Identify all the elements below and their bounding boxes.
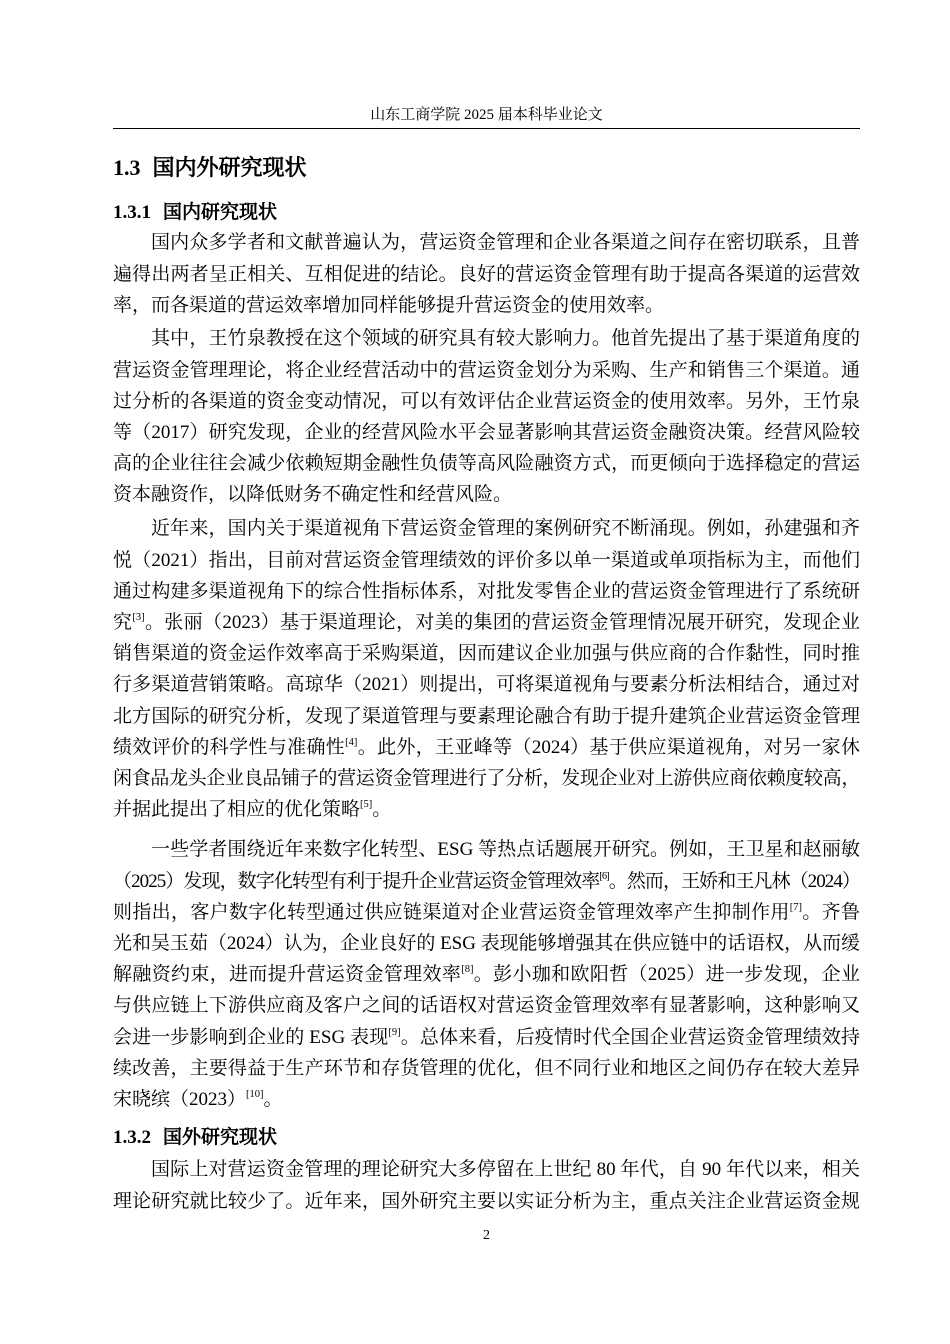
line-text: 绩效评价的科学性与准确性 — [113, 736, 346, 758]
paragraph-line: 通过构建多渠道视角下的综合性指标体系，对批发零售企业的营运资金管理进行了系统研 — [113, 580, 860, 602]
paragraph-line: 遍得出两者呈正相关、互相促进的结论。良好的营运资金管理有助于提高各渠道的运营效 — [113, 263, 860, 285]
paragraph-line — [113, 897, 860, 928]
line-text: 究 — [113, 611, 133, 633]
line-text: （2025）发现，数字化转型有利于提升企业营运资金管理效率 — [113, 870, 600, 892]
line-text: 宋晓缤（2023） — [113, 1088, 247, 1110]
paragraph-line: 行多渠道营销策略。高琼华（2021）则提出，可将渠道视角与要素分析法相结合，通过对 — [113, 674, 860, 696]
paragraph-line: 北方国际的研究分析，发现了渠道管理与要素理论融合有助于提升建筑企业营运资金管理 — [113, 705, 860, 727]
paragraph-line: 其中，王竹泉教授在这个领域的研究具有较大影响力。他首先提出了基于渠道角度的 — [151, 328, 860, 350]
line-text: 会进一步影响到企业的 ESG 表现 — [113, 1026, 389, 1048]
paragraph-line: 过分析的各渠道的资金变动情况，可以有效评估企业营运资金的使用效率。另外，王竹泉 — [113, 390, 860, 412]
citation-superscript: [8] — [461, 964, 474, 976]
paragraph-line: 悦（2021）指出，目前对营运资金管理绩效的评价多以单一渠道或单项指标为主，而他们 — [113, 549, 860, 571]
paragraph-line: 理论研究就比较少了。近年来，国外研究主要以实证分析为主，重点关注企业营运资金规 — [113, 1190, 860, 1212]
paragraph-line — [113, 866, 860, 897]
subsection-heading-domestic — [113, 200, 277, 226]
paragraph-line: 资本融资作，以降低财务不确定性和经营风险。 — [113, 484, 513, 506]
running-header: 山东工商学院 2025 届本科毕业论文 — [370, 107, 603, 123]
paragraph-line: 国际上对营运资金管理的理论研究大多停留在上世纪 80 年代，自 90 年代以来，相关 — [151, 1159, 860, 1181]
subsection-heading-foreign — [113, 1125, 277, 1151]
body-paragraph — [113, 1154, 860, 1216]
paragraph-line: 国内众多学者和文献普遍认为，营运资金管理和企业各渠道之间存在密切联系，且普 — [151, 232, 860, 254]
citation-superscript: [7] — [789, 901, 802, 913]
line-text: 。彭小珈和欧阳哲（2025）进一步发现，企业 — [473, 964, 860, 986]
paragraph-line: 高的企业往往会减少依赖短期金融性负债等高风险融资方式，而更倾向于选择稳定的营运 — [113, 453, 860, 475]
line-text: 则指出，客户数字化转型通过供应链渠道对企业营运资金管理效率产生抑制作用 — [113, 901, 790, 923]
paragraph-line: 一些学者围绕近年来数字化转型、ESG 等热点话题展开研究。例如，王卫星和赵丽敏 — [151, 839, 860, 861]
paragraph-line — [113, 794, 860, 825]
paragraph-line: 等（2017）研究发现，企业的经营风险水平会显著影响其营运资金融资决策。经营风险较 — [113, 421, 860, 443]
line-text: 。然而，王娇和王凡林（2024） — [608, 870, 860, 892]
line-text: 。此外，王亚峰等（2024）基于供应渠道视角，对另一家休 — [357, 736, 860, 758]
paragraph-line: 光和吴玉茹（2024）认为，企业良好的 ESG 表现能够增强其在供应链中的话语权，从而缓 — [113, 932, 860, 954]
line-text: 并据此提出了相应的优化策略 — [113, 799, 361, 821]
paragraph-line — [113, 607, 860, 638]
body-paragraph — [113, 834, 860, 1115]
line-text: 解融资约束，进而提升营运资金管理效率 — [113, 964, 462, 986]
citation-superscript: [5] — [360, 799, 373, 811]
section-title: 国内外研究现状 — [152, 155, 307, 180]
citation-superscript: [4] — [345, 736, 358, 748]
citation-superscript: [9] — [388, 1026, 401, 1038]
line-text: 。 — [372, 799, 392, 821]
paragraph-line — [113, 732, 860, 763]
subsection-number: 1.3.1 — [113, 202, 151, 223]
subsection-title: 国内研究现状 — [163, 202, 278, 223]
paragraph-line: 营运资金管理理论，将企业经营活动中的营运资金划分为采购、生产和销售三个渠道。通 — [113, 359, 860, 381]
paragraph-line: 续改善，主要得益于生产环节和存货管理的优化，但不同行业和地区之间仍存在较大差异 — [113, 1057, 860, 1079]
body-paragraph — [113, 513, 860, 825]
body-paragraph — [113, 323, 860, 510]
citation-superscript: [3] — [132, 611, 145, 623]
citation-superscript: [10] — [246, 1088, 264, 1100]
line-text: 。总体来看，后疫情时代全国企业营运资金管理绩效持 — [400, 1026, 860, 1048]
paragraph-line — [113, 1084, 860, 1115]
header-rule — [113, 128, 860, 129]
paragraph-line: 近年来，国内关于渠道视角下营运资金管理的案例研究不断涌现。例如，孙建强和齐 — [151, 518, 860, 540]
body-paragraph — [113, 227, 860, 321]
paragraph-line — [113, 1022, 860, 1053]
section-number: 1.3 — [113, 155, 141, 180]
citation-superscript: [6] — [599, 870, 609, 882]
paragraph-line: 率，而各渠道的营运效率增加同样能够提升营运资金的使用效率。 — [113, 294, 665, 316]
line-text: 。 — [263, 1088, 283, 1110]
line-text: 。齐鲁 — [801, 901, 860, 923]
section-heading — [113, 153, 307, 183]
subsection-number: 1.3.2 — [113, 1127, 151, 1148]
line-text: 。张丽（2023）基于渠道理论，对美的集团的营运资金管理情况展开研究，发现企业 — [144, 611, 860, 633]
paragraph-line — [113, 959, 860, 990]
paragraph-line: 销售渠道的资金运作效率高于采购渠道，因而建议企业加强与供应商的合作黏性，同时推 — [113, 643, 860, 665]
paragraph-line: 与供应链上下游供应商及客户之间的话语权对营运资金管理效率有显著影响，这种影响又 — [113, 995, 860, 1017]
subsection-title: 国外研究现状 — [163, 1127, 278, 1148]
paragraph-line: 闲食品龙头企业良品铺子的营运资金管理进行了分析，发现企业对上游供应商依赖度较高， — [113, 767, 860, 789]
page-number: 2 — [483, 1228, 490, 1243]
